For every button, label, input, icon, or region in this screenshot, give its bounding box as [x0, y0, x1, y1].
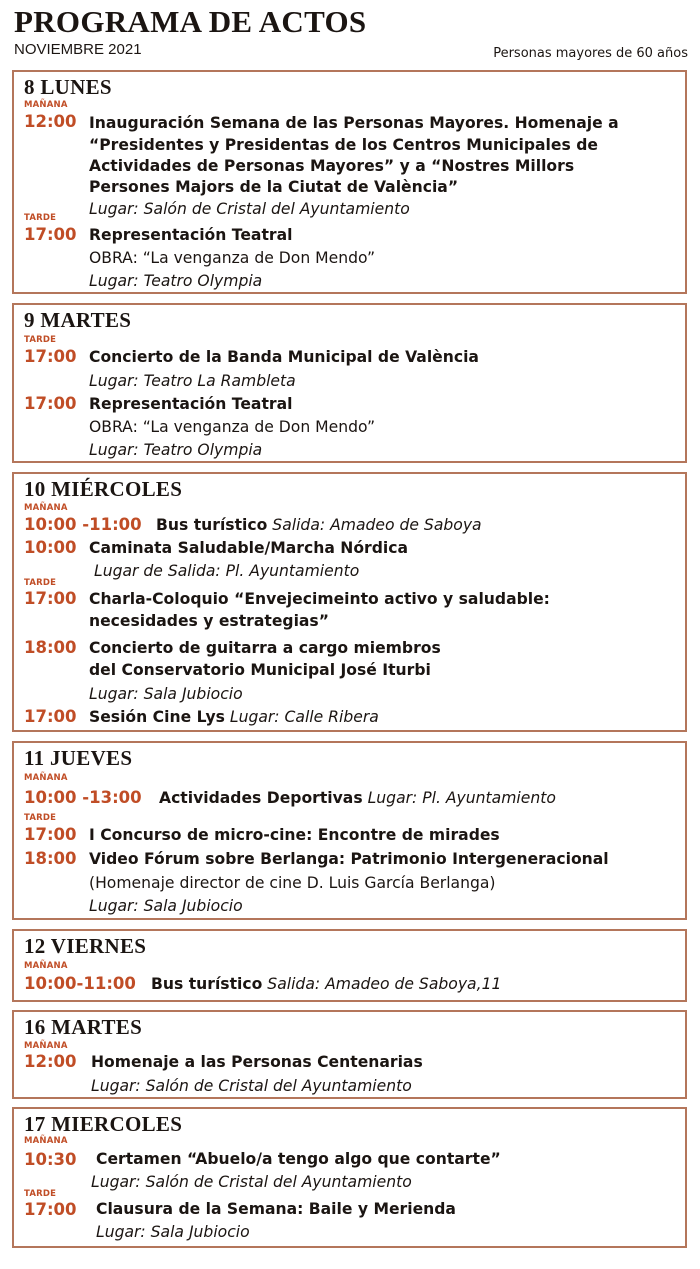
event-time: 10:30	[24, 1150, 77, 1169]
event-time: 10:00	[24, 538, 77, 557]
event-title: Representación Teatral	[89, 395, 293, 413]
event-note: (Homenaje director de cine D. Luis García Berlanga)	[89, 874, 496, 892]
event-title: Bus turístico	[156, 516, 268, 534]
event-title: Certamen “Abuelo/a tengo algo que contarte”	[96, 1150, 501, 1168]
event-place: Lugar de Salida: Pl. Ayuntamiento	[94, 562, 360, 580]
event-place: Lugar: Pl. Ayuntamiento	[367, 789, 556, 807]
event-time: 12:00	[24, 1052, 77, 1071]
event-line	[89, 706, 379, 728]
day-11-jueves	[12, 741, 687, 920]
event-place: Lugar: Teatro La Rambleta	[89, 372, 296, 390]
day-title: 9 MARTES	[24, 308, 132, 332]
event-line	[151, 973, 501, 995]
event-place: Lugar: Teatro Olympia	[89, 441, 263, 459]
day-10-miercoles	[12, 472, 687, 732]
event-title: Sesión Cine Lys	[89, 708, 225, 726]
event-time: 10:00 -13:00	[24, 788, 142, 807]
audience-label: Personas mayores de 60 años	[493, 46, 688, 61]
event-time: 17:00	[24, 707, 77, 726]
event-place: Lugar: Teatro Olympia	[89, 272, 263, 290]
event-place: Lugar: Sala Jubiocio	[89, 897, 243, 915]
event-time: 17:00	[24, 394, 77, 413]
day-title: 17 MIERCOLES	[24, 1112, 183, 1136]
day-16-martes	[12, 1010, 687, 1099]
event-title: necesidades y estrategias”	[89, 612, 329, 630]
event-place: Lugar: Salón de Cristal del Ayuntamiento	[91, 1173, 412, 1191]
event-place: Lugar: Sala Jubiocio	[96, 1223, 250, 1241]
event-title: “Presidentes y Presidentas de los Centros Municipales de	[89, 136, 598, 154]
period-label-morning: MAÑANA	[24, 773, 68, 783]
event-work: OBRA: “La venganza de Don Mendo”	[89, 418, 376, 436]
event-work: OBRA: “La venganza de Don Mendo”	[89, 249, 376, 267]
page-month: NOVIEMBRE 2021	[14, 41, 142, 58]
period-label-morning: MAÑANA	[24, 100, 68, 110]
event-time: 17:00	[24, 825, 77, 844]
day-8-lunes	[12, 70, 687, 294]
event-time: 10:00-11:00	[24, 974, 136, 993]
event-place: Lugar: Calle Ribera	[229, 708, 379, 726]
event-title: I Concurso de micro-cine: Encontre de mirades	[89, 826, 500, 844]
event-title: Concierto de la Banda Municipal de València	[89, 348, 479, 366]
event-title: Charla-Coloquio “Envejecimeinto activo y saludable:	[89, 590, 550, 608]
event-time: 17:00	[24, 589, 77, 608]
event-title: del Conservatorio Municipal José Iturbi	[89, 661, 431, 679]
event-time: 18:00	[24, 849, 77, 868]
event-place: Lugar: Salón de Cristal del Ayuntamiento	[89, 200, 410, 218]
event-place: Lugar: Sala Jubiocio	[89, 685, 243, 703]
event-place: Lugar: Salón de Cristal del Ayuntamiento	[91, 1077, 412, 1095]
day-title: 12 VIERNES	[24, 934, 147, 958]
event-title: Clausura de la Semana: Baile y Merienda	[96, 1200, 456, 1218]
event-title: Persones Majors de la Ciutat de València”	[89, 178, 459, 196]
event-time: 17:00	[24, 347, 77, 366]
event-title: Bus turístico	[151, 975, 263, 993]
period-label-morning: MAÑANA	[24, 961, 68, 971]
event-title: Caminata Saludable/Marcha Nórdica	[89, 539, 409, 557]
event-title: Inauguración Semana de las Personas Mayores. Homenaje a	[89, 114, 619, 132]
event-title: Video Fórum sobre Berlanga: Patrimonio Intergeneracional	[89, 850, 609, 868]
period-label-afternoon: TARDE	[24, 813, 57, 823]
event-time: 18:00	[24, 638, 77, 657]
period-label-morning: MAÑANA	[24, 1041, 68, 1051]
event-time: 17:00	[24, 225, 77, 244]
page-header	[0, 0, 700, 70]
period-label-afternoon: TARDE	[24, 335, 57, 345]
event-place: Salida: Amadeo de Saboya,11	[267, 975, 502, 993]
event-title: Representación Teatral	[89, 226, 293, 244]
period-label-morning: MAÑANA	[24, 1136, 68, 1146]
event-title: Actividades de Personas Mayores” y a “Nostres Millors	[89, 157, 575, 175]
event-title: Concierto de guitarra a cargo miembros	[89, 639, 441, 657]
day-9-martes	[12, 303, 687, 463]
event-line	[159, 787, 556, 809]
period-label-afternoon: TARDE	[24, 213, 57, 223]
day-title: 8 LUNES	[24, 75, 112, 99]
period-label-afternoon: TARDE	[24, 1189, 57, 1199]
event-title: Actividades Deportivas	[159, 789, 363, 807]
day-title: 16 MARTES	[24, 1015, 143, 1039]
day-17-miercoles	[12, 1107, 687, 1248]
event-place: Salida: Amadeo de Saboya	[272, 516, 482, 534]
period-label-morning: MAÑANA	[24, 503, 68, 513]
day-title: 10 MIÉRCOLES	[24, 477, 183, 501]
event-time: 17:00	[24, 1200, 77, 1219]
day-title: 11 JUEVES	[24, 746, 133, 770]
event-time: 10:00 -11:00	[24, 515, 142, 534]
event-time: 12:00	[24, 112, 77, 131]
period-label-afternoon: TARDE	[24, 578, 57, 588]
page-title: PROGRAMA DE ACTOS	[14, 4, 367, 39]
day-12-viernes	[12, 929, 687, 1002]
event-title: Homenaje a las Personas Centenarias	[91, 1053, 423, 1071]
event-line	[156, 514, 482, 536]
